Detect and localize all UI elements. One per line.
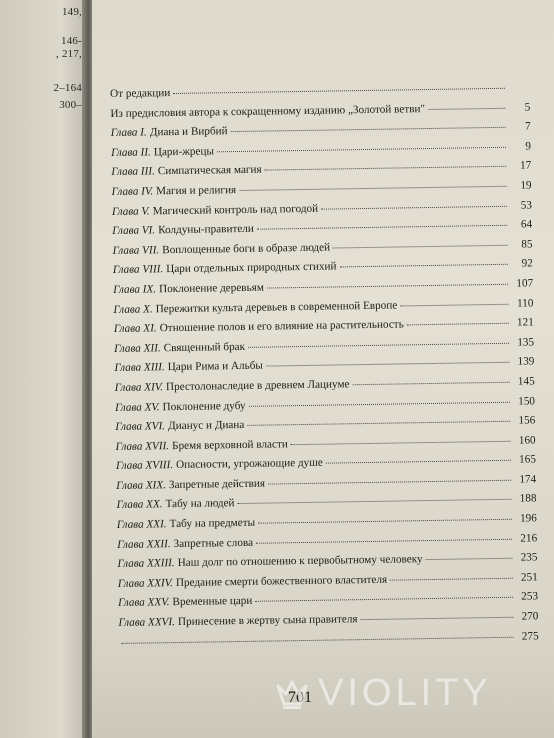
toc-chapter-number: Глава XI. bbox=[113, 322, 157, 336]
toc-leader-dots bbox=[352, 381, 509, 385]
toc-chapter-number: Глава XVIII. bbox=[115, 459, 174, 473]
toc-title: Предание смерти божественного властителя bbox=[175, 573, 388, 589]
toc-chapter-number: Глава I. bbox=[110, 126, 147, 140]
toc-leader-dots bbox=[249, 400, 510, 406]
toc-chapter-number: Глава VIII. bbox=[112, 263, 164, 277]
toc-page-number: 107 bbox=[516, 277, 534, 290]
toc-leader-dots bbox=[231, 126, 506, 132]
toc-chapter-number: Глава XX. bbox=[116, 498, 163, 512]
toc-page-number: 188 bbox=[519, 492, 537, 506]
toc-page-number: 53 bbox=[520, 198, 532, 212]
toc-leader-dots bbox=[239, 185, 506, 191]
toc-chapter-number: Глава VII. bbox=[112, 243, 160, 257]
toc-title: От редакции bbox=[110, 87, 171, 100]
toc-chapter-number: Глава IX. bbox=[113, 283, 157, 296]
toc-leader-dots bbox=[268, 479, 511, 485]
toc-chapter-number: Глава XV. bbox=[114, 400, 160, 414]
toc-title: Пережитки культа деревьев в современной Европе bbox=[155, 299, 398, 315]
toc-leader-dots bbox=[400, 302, 508, 306]
toc-page-number: 196 bbox=[519, 512, 537, 525]
toc-leader-dots bbox=[339, 263, 507, 268]
toc-title: Симпатическая магия bbox=[157, 164, 262, 178]
toc-page-number: 17 bbox=[519, 159, 532, 172]
toc-chapter-number: Глава XIX. bbox=[116, 479, 167, 492]
toc-title: Из предисловия автора к сокращенному изданию „Золотой ветви" bbox=[110, 102, 426, 120]
toc-leader-dots bbox=[321, 204, 507, 209]
toc-title: Табу на людей bbox=[165, 497, 235, 511]
toc-page-number: 19 bbox=[520, 179, 532, 192]
toc-title: Временные цари bbox=[172, 595, 253, 609]
toc-chapter-number: Глава XXV. bbox=[118, 596, 170, 610]
toc-title: Магия и религия bbox=[156, 184, 237, 198]
toc-leader-dots bbox=[122, 635, 514, 643]
toc-page-number: 156 bbox=[518, 414, 536, 427]
left-page-fragment: 146- bbox=[61, 35, 82, 47]
toc-title: Цари-жрецы bbox=[153, 145, 215, 159]
left-facing-page bbox=[0, 0, 88, 738]
toc-chapter-number: Глава XXII. bbox=[117, 537, 171, 551]
watermark bbox=[272, 672, 492, 715]
toc-leader-dots bbox=[333, 244, 508, 249]
toc-chapter-number: Глава XVII. bbox=[115, 439, 170, 453]
toc-title: Запретные действия bbox=[168, 477, 266, 491]
toc-page-number: 275 bbox=[521, 629, 539, 643]
toc-leader-dots bbox=[326, 459, 511, 464]
page-number-folio: 701 bbox=[288, 689, 312, 706]
table-of-contents bbox=[110, 81, 539, 656]
toc-chapter-number: Глава II. bbox=[110, 146, 151, 159]
toc-page-number: 165 bbox=[519, 453, 536, 466]
toc-page-number: 253 bbox=[521, 590, 539, 604]
toc-leader-dots bbox=[291, 439, 511, 444]
toc-leader-dots bbox=[257, 224, 507, 230]
toc-page-number: 92 bbox=[521, 257, 533, 270]
toc-leader-dots bbox=[426, 557, 513, 560]
toc-leader-dots bbox=[267, 283, 508, 289]
toc-chapter-number: Глава X. bbox=[113, 302, 153, 316]
toc-page-number: 7 bbox=[524, 120, 531, 133]
watermark-text: VIOLITY bbox=[318, 672, 492, 714]
toc-page-number: 121 bbox=[516, 316, 534, 329]
toc-chapter-number: Глава XII. bbox=[114, 341, 161, 355]
toc-leader-dots bbox=[255, 596, 513, 602]
toc-leader-dots bbox=[428, 106, 505, 109]
toc-title: Священный брак bbox=[163, 340, 246, 354]
toc-title: Колдуны-правители bbox=[158, 222, 254, 237]
toc-page-number: 139 bbox=[517, 355, 535, 368]
toc-page-number: 145 bbox=[517, 375, 535, 388]
toc-chapter-number: Глава V. bbox=[111, 204, 150, 218]
toc-page-number: 110 bbox=[516, 296, 534, 310]
left-page-fragment: 149, bbox=[61, 6, 82, 18]
toc-title: Диана и Вирбий bbox=[149, 125, 228, 139]
toc-page-number: 270 bbox=[521, 610, 539, 623]
toc-title: Магический контроль над погодой bbox=[152, 202, 319, 217]
toc-title: Поклонение деревьям bbox=[158, 281, 264, 296]
toc-leader-dots bbox=[217, 146, 506, 153]
toc-title: Поклонение дубу bbox=[162, 399, 246, 413]
toc-leader-dots bbox=[266, 361, 509, 367]
toc-title: Наш долг по отношению к первобытному человеку bbox=[177, 553, 423, 570]
toc-title: Табу на предметы bbox=[169, 516, 256, 531]
left-page-fragment: 300– bbox=[59, 99, 82, 111]
toc-title: Отношение полов и его влияние на растительность bbox=[159, 318, 404, 335]
toc-chapter-number: Глава XIV. bbox=[114, 381, 164, 394]
left-page-fragment: 2–164 bbox=[53, 82, 82, 94]
toc-leader-dots bbox=[256, 537, 512, 543]
toc-title: Принесение в жертву сына правителя bbox=[177, 613, 358, 629]
toc-title: Цари отдельных природных стихий bbox=[166, 260, 337, 276]
toc-title: Цари Рима и Альбы bbox=[167, 359, 263, 374]
toc-leader-dots bbox=[173, 87, 505, 94]
toc-chapter-number: Глава VI. bbox=[112, 224, 156, 238]
toc-chapter-number: Глава III. bbox=[111, 165, 155, 179]
toc-chapter-number: Глава XIII. bbox=[114, 361, 165, 375]
violity-crown-logo-icon bbox=[272, 674, 312, 714]
toc-page-number: 5 bbox=[524, 100, 531, 114]
toc-page-number: 64 bbox=[520, 218, 533, 231]
toc-leader-dots bbox=[258, 518, 512, 524]
toc-title: Опасности, угрожающие душе bbox=[176, 456, 323, 472]
toc-title: Запретные слова bbox=[173, 536, 254, 550]
toc-leader-dots bbox=[248, 341, 509, 347]
left-page-fragment: , 217, bbox=[56, 48, 82, 60]
toc-page-number: 216 bbox=[520, 532, 538, 545]
toc-leader-dots bbox=[247, 420, 510, 426]
toc-page-number: 9 bbox=[525, 140, 532, 153]
toc-title: Престолонаследие в древнем Лациуме bbox=[165, 378, 350, 394]
toc-title: Воплощенные боги в образе людей bbox=[162, 241, 331, 256]
toc-page-number: 174 bbox=[519, 473, 537, 486]
toc-leader-dots bbox=[407, 322, 509, 326]
toc-page-number: 235 bbox=[520, 551, 538, 564]
toc-title: Бремя верховной власти bbox=[172, 437, 288, 452]
toc-leader-dots bbox=[265, 165, 507, 171]
toc-leader-dots bbox=[361, 616, 514, 620]
toc-chapter-number: Глава XXIII. bbox=[117, 557, 175, 571]
toc-title: Дианус и Диана bbox=[167, 419, 245, 433]
toc-leader-dots bbox=[237, 498, 511, 504]
toc-page-number: 135 bbox=[517, 336, 535, 349]
toc-chapter-number: Глава XXVI. bbox=[118, 616, 176, 629]
toc-chapter-number: Глава XXIV. bbox=[117, 576, 174, 590]
toc-leader-dots bbox=[390, 577, 513, 581]
toc-chapter-number: Глава IV. bbox=[111, 185, 154, 198]
toc-chapter-number: Глава XXI. bbox=[116, 518, 167, 532]
toc-page-number: 150 bbox=[518, 394, 536, 408]
toc-page-number: 160 bbox=[518, 434, 536, 447]
toc-page-number: 85 bbox=[521, 238, 533, 251]
toc-chapter-number: Глава XVI. bbox=[115, 420, 166, 434]
toc-page-number: 251 bbox=[520, 571, 538, 584]
